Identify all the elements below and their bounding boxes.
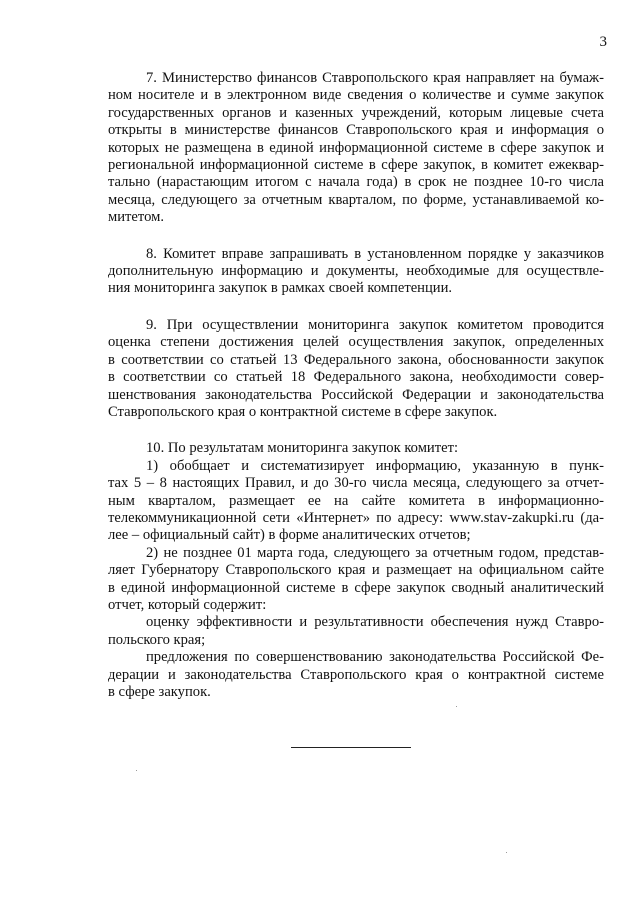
text-line: 7. Министерство финансов Ставропольского края направляет на бумаж-	[146, 70, 604, 86]
text-line: месяца, следующего за отчетным кварталом, по форме, устанавливаемой ко-	[108, 191, 604, 208]
text-line: ным кварталом, размещает ее на сайте комитета в информационно-	[108, 492, 604, 509]
text-line: 8. Комитет вправе запрашивать в установленном порядке у заказчиков	[146, 245, 604, 262]
scan-speck	[136, 770, 137, 771]
text-line: открыты в министерстве финансов Ставропольского края и информация о	[108, 122, 604, 139]
text-line: в сфере закупок.	[108, 684, 211, 700]
paragraph-10-heading	[108, 440, 604, 457]
text-line: в единой информационной системе в сфере закупок сводный аналитический	[108, 579, 604, 596]
text-line: предложения по совершенствованию законодательства Российской Фе-	[146, 649, 604, 666]
text-line: телекоммуникационной сети «Интернет» по адресу: www.stav-zakupki.ru (да-	[108, 509, 604, 526]
scan-speck	[456, 706, 457, 707]
paragraph-8	[108, 246, 604, 298]
document-body	[108, 70, 604, 701]
report-content-item-1	[108, 614, 604, 649]
text-line: 1) обобщает и систематизирует информацию, указанную в пунк-	[146, 457, 604, 474]
text-line: 9. При осуществлении мониторинга закупок комитетом проводится	[146, 316, 604, 333]
paragraph-7	[108, 70, 604, 227]
paragraph-10-item-1	[108, 458, 604, 545]
end-separator-line	[291, 747, 411, 748]
page-number: 3	[599, 34, 607, 50]
scan-speck	[506, 852, 507, 853]
text-line: 10. По результатам мониторинга закупок комитет:	[146, 440, 459, 457]
text-line: оценку эффективности и результативности обеспечения нужд Ставро-	[146, 614, 604, 631]
text-line: региональной информационной системе в сфере закупок, в комитет ежеквар-	[108, 157, 604, 174]
text-line: которых не размещена в единой информационной системе в сфере закупок и	[108, 139, 604, 156]
text-line: ляет Губернатору Ставропольского края и размещает на официальном сайте	[108, 562, 604, 579]
text-line: в соответствии со статьей 18 Федерального закона, необходимости совер-	[108, 369, 604, 386]
text-line: митетом.	[108, 209, 164, 226]
text-line: Ставропольского края о контрактной системе в сфере закупок.	[108, 403, 498, 420]
text-line: оценка степени достижения целей осуществления закупок, определенных	[108, 334, 604, 351]
text-line: шенствования законодательства Российской Федерации и законодательства	[108, 386, 604, 403]
text-line: в соответствии со статьей 13 Федерального закона, обоснованности закупок	[108, 351, 604, 368]
text-line: дерации и законодательства Ставропольского края о контрактной системе	[108, 666, 604, 683]
text-line: польского края;	[108, 631, 206, 648]
report-content-item-2	[108, 649, 604, 701]
text-line: тах 5 – 8 настоящих Правил, и до 30-го числа месяца, следующего за отчет-	[108, 475, 604, 492]
paragraph-10-item-2	[108, 545, 604, 615]
text-line: государственных органов и казенных учреждений, которым лицевые счета	[108, 104, 604, 121]
paragraph-9	[108, 317, 604, 421]
text-line: 2) не позднее 01 марта года, следующего за отчетным годом, представ-	[146, 544, 604, 561]
text-line: лее – официальный сайт) в форме аналитических отчетов;	[108, 527, 471, 544]
text-line: тально (нарастающим итогом с начала года) в срок не позднее 10-го числа	[108, 174, 604, 191]
text-line: отчет, который содержит:	[108, 596, 267, 613]
text-line: ном носителе и в электронном виде сведения о количестве и сумме закупок	[108, 87, 604, 104]
text-line: ния мониторинга закупок в рамках своей компетенции.	[108, 280, 453, 297]
text-line: дополнительную информацию и документы, необходимые для осуществле-	[108, 263, 604, 280]
